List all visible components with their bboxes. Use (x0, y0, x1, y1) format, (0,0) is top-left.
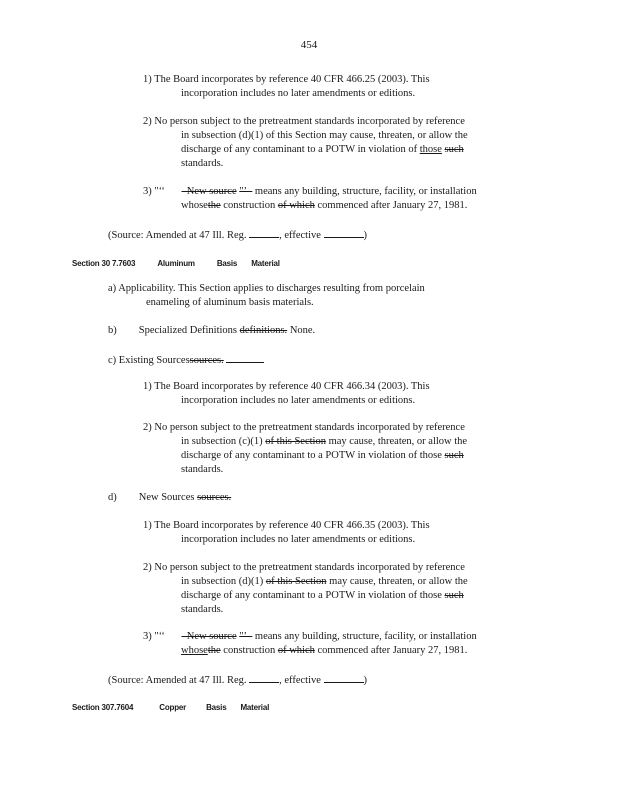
c-item-2: 2) No person subject to the pretreatment standards incorporated by reference in subsection (c)(1) of this Section may cause, threaten, or allow the discharge of any contaminant to a POTW in violation of those such standards. (143, 422, 468, 475)
subsection-b-definitions: b) Specialized Definitions definitions. None. (108, 325, 316, 336)
d-item-2: 2) No person subject to the pretreatment standards incorporated by reference in subsection (d)(1) of this Section may cause, threaten, or allow the discharge of any contaminant to a POTW in violation of those such standards. (143, 562, 468, 615)
section-heading-7604: Section 307.7604 Copper Basis Material (72, 703, 270, 712)
item-1-incorporation: 1) The Board incorporates by reference 40 CFR 466.25 (2003). This incorporation includes no later amendments or editions. (143, 74, 430, 99)
d-item-1: 1) The Board incorporates by reference 40 CFR 466.35 (2003). This incorporation includes no later amendments or editions. (143, 520, 430, 545)
source-note: (Source: Amended at 47 Ill. Reg. , effective ) (108, 227, 528, 243)
d-item-3: 3) "‘‘ –New source "’– means any building, structure, facility, or installation whosethe construction of which commenced after January 27, 1981. (143, 631, 477, 656)
page-number: 454 (300, 39, 318, 51)
c-item-1: 1) The Board incorporates by reference 40 CFR 466.34 (2003). This incorporation includes no later amendments or editions. (143, 381, 430, 406)
section-heading-7603: Section 30 7.7603 Aluminum Basis Material (72, 259, 280, 268)
subsection-d-new-sources: d) New Sources sources. (108, 492, 232, 503)
source-note-2: (Source: Amended at 47 Ill. Reg. , effective ) (108, 672, 528, 688)
item-2-no-person: 2) No person subject to the pretreatment standards incorporated by reference in subsection (d)(1) of this Section may cause, threaten, or allow the discharge of any contaminant to a POTW in violation of those such standards. (143, 116, 468, 169)
item-3-new-source: 3) "‘‘ –New source "’– means any building, structure, facility, or installation whosethe construction of which commenced after January 27, 1981. (143, 186, 477, 211)
subsection-c-existing-sources: c) Existing Sourcessources. (108, 352, 528, 368)
subsection-a-applicability: a) Applicability. This Section applies to discharges resulting from porcelain enameling of aluminum basis materials. (108, 283, 425, 308)
reg-blank (249, 227, 279, 238)
effective-blank (324, 227, 364, 238)
